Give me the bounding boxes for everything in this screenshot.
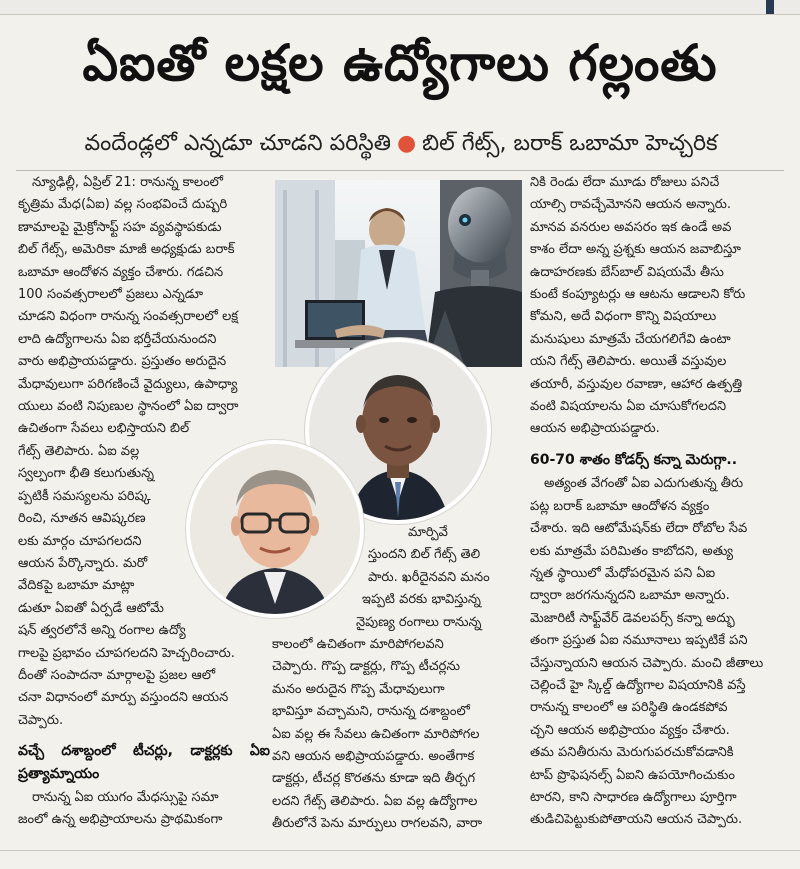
section-subheading: వచ్చే దశాబ్దంలో టీచర్లు, డాక్టర్లకు ఏఐ ప్రత్యామ్నాయం (18, 743, 270, 782)
text-line: రానున్న కాలంలో ఆ పరిస్థితి ఉండకపోవ (530, 700, 728, 716)
text-line: యాల్సి రావచ్చేమోనని ఆయన అన్నారు. (530, 197, 732, 213)
text-line: చనా విధానంలో మార్పు వస్తుందని ఆయన (18, 690, 229, 706)
text-line: మానవ వనరుల అవసరం ఇక ఉండే అవ (530, 219, 732, 235)
text-line: నికి రెండు లేదా మూడు రోజులు పనిచే (530, 175, 720, 190)
text-line: చెల్లించే హై స్కిల్డ్ ఉద్యోగాల విషయానికి వస్తే (530, 677, 746, 693)
text-line: న్యూఢిల్లీ, ఏప్రిల్ 21: రానున్న కాలంలో (32, 175, 224, 190)
text-line: తమ పనితీరును మెరుగుపరచుకోవడానికి (530, 745, 734, 761)
text-line: టారని, కాని సాధారణ ఉద్యోగాలు పూర్తిగా (530, 789, 737, 805)
article-column-1 (18, 172, 270, 832)
text-line: లాది ఉద్యోగాలను ఏఐ భర్తీచేయనుందని (18, 331, 217, 347)
text-line: తంగా ప్రస్తుత ఏఐ నమూనాలు ఇప్పటికే పని (530, 633, 748, 649)
article-column-2 (272, 522, 524, 836)
text-line: చ్చని ఆయన అభిప్రాయం వ్యక్తం చేశారు. (530, 722, 730, 738)
text-line: లకు మాత్రమే పరిమితం కాబోదని, అత్యు (530, 543, 734, 559)
text-line: వేదికపై ఒబామా మాట్లా (18, 578, 135, 594)
text-line: యని గేట్స్ తెలిపారు. అయితే వస్తువుల (530, 354, 727, 370)
bullet-dot-icon: ● (396, 131, 417, 156)
text-line: గేట్స్ తెలిపారు. ఏఐ వల్ల (18, 443, 140, 459)
subheadline-part2: బిల్ గేట్స్, బరాక్ ఒబామా హెచ్చరిక (422, 131, 718, 156)
text-line: కోమని, అదే విధంగా కొన్ని విషయాలు (530, 309, 717, 325)
text-line: తుడిచిపెట్టుకుపోతాయని ఆయన చెప్పారు. (530, 812, 743, 828)
text-line: స్తుందని బిల్ గేట్స్ తెలి (368, 547, 481, 563)
text-line: ఒబామా ఆందోళన వ్యక్తం చేశారు. గడచిన (18, 264, 224, 280)
text-line: బిల్ గేట్స్, అమెరికా మాజీ అధ్యక్షుడు బరాక్ (18, 242, 235, 258)
text-line: కృత్రిమ మేధ(ఏఐ) వల్ల సంభవించే దుష్పరి (18, 197, 228, 213)
text-line: గాలపై ప్రభావం చూపగలదని హెచ్చరించారు. (18, 645, 235, 661)
text-line: టాప్ ప్రొఫెషనల్స్ ఏఐని ఉపయోగించుకుం (530, 767, 735, 783)
text-line: షన్ త్వరలోనే అన్ని రంగాల ఉద్యో (18, 623, 186, 639)
section-subheading: 60-70 శాతం కోడర్స్ కన్నా మెరుగ్గా.. (530, 451, 738, 468)
text-line: వంటి విషయాలను ఏఐ చూసుకోగలదని (530, 399, 727, 415)
text-line: నైపుణ్య రంగాలు రానున్న (356, 614, 482, 630)
text-line: కాశం లేదా అన్న ప్రశ్నకు ఆయన జవాబిస్తూ (530, 242, 741, 258)
text-line: మెజారిటీ సాఫ్ట్‌వేర్ డెవలపర్స్ కన్నా అద్భు (530, 610, 735, 626)
text-line: యులు వంటి నిపుణుల స్థానంలో ఏఐ ద్వారా (18, 399, 239, 415)
text-line: కాలంలో ఉచితంగా మారిపోగలవని (272, 637, 444, 653)
text-line: ప్పటికీ సమస్యలను పరిష్క (18, 488, 151, 504)
text-line: చేశారు. ఇది ఆటోమేషన్‌కు లేదా రోబోల సేవ (530, 521, 748, 537)
text-line: కుంటే కంప్యూటర్లు ఆ ఆటను ఆడాలని కోరు (530, 287, 746, 303)
text-line: ఉదాహరణకు బేస్‌బాల్ విషయమే తీసు (530, 264, 724, 280)
header-divider (16, 170, 784, 171)
text-line: పట్ల బరాక్ ఒబామా ఆందోళన వ్యక్తం (530, 498, 710, 514)
page-edge-marker (766, 0, 774, 14)
text-line: భావిస్తూ వచ్చామని, రానున్న దశాబ్దంలో (272, 704, 470, 720)
text-line: ణామాలపై మైక్రోసాఫ్ట్ సహ వ్యవస్థాపకుడు (18, 219, 222, 235)
text-line: మార్పివే (408, 525, 448, 540)
text-line: డాక్టర్లు, టీచర్ల కొరతను కూడా ఇది తీర్చగ (272, 771, 476, 787)
text-line: మనం అరుదైన గొప్ప మేధావులుగా (272, 681, 445, 697)
headline: ఏఐతో లక్షల ఉద్యోగాలు గల్లంతు (82, 34, 718, 92)
article-column-3 (530, 172, 774, 832)
text-line: అత్యంత వేగంతో ఏఐ ఎదుగుతున్న తీరు (544, 476, 744, 492)
text-line: చెప్పారు. (18, 712, 64, 728)
text-line: ఉచితంగా సేవలు లభిస్తాయని బిల్ (18, 421, 190, 437)
text-line: న్నత స్థాయిలో మేధోపరమైన పని ఏఐ (530, 565, 716, 581)
text-line: లదని గేట్స్ తెలిపారు. ఏఐ వల్ల ఉద్యోగాల (272, 793, 478, 809)
bottom-divider (0, 850, 800, 851)
page-top-strip (0, 0, 800, 15)
text-line: రించి, నూతన ఆవిష్కరణ (18, 511, 146, 527)
text-line: ఆయన పేర్కొన్నారు. మరో (18, 555, 148, 571)
text-line: తీరులోనే పెను మార్పులు రాగలవని, వారా (272, 816, 483, 832)
text-line: ఇప్పటి వరకు భావిస్తున్న (362, 592, 481, 608)
text-line: జంలో ఉన్న అభిప్రాయాలను ప్రాథమికంగా (18, 812, 223, 828)
text-line: తయారీ, వస్తువుల రవాణా, ఆహార ఉత్పత్తి (530, 376, 743, 392)
subheadline (16, 124, 786, 164)
subheadline-part1: వందేండ్లలో ఎన్నడూ చూడని పరిస్థితి (84, 131, 391, 156)
text-line: డుతూ ఏఐతో ఏర్పడే ఆటోమే (18, 600, 164, 616)
text-line: 100 సంవత్సరాలలో ప్రజలు ఎన్నడూ (18, 287, 204, 303)
text-line: మనుషులు మాత్రమే చేయగలిగేవి ఉంటా (530, 331, 731, 347)
text-line: పారు. ఖరీదైనవని మనం (368, 569, 490, 585)
text-line: వని ఆయన అభిప్రాయపడ్డారు. అంతేగాక (272, 749, 475, 765)
text-line: ఏఐ వల్ల ఈ సేవలు ఉచితంగా మారిపోగల (272, 726, 480, 742)
text-line: చేస్తున్నాయని ఆయన చెప్పారు. మంచి జీతాలు (530, 655, 764, 671)
text-line: రానున్న ఏఐ యుగం మేధస్సుపై సమా (32, 789, 219, 805)
text-line: లకు మార్గం చూపగలదని (18, 533, 142, 549)
text-line: దీంతో సంపాదనా మార్గాలపై ప్రజల ఆలో (18, 667, 216, 683)
text-line: చెప్పారు. గొప్ప డాక్టర్లు, గొప్ప టీచర్లను (272, 659, 461, 675)
text-line: చూడని విధంగా రానున్న సంవత్సరాలలో లక్ష (18, 309, 239, 325)
text-line: ద్వారా జరగనున్నదని ఒబామా అన్నారు. (530, 588, 730, 604)
text-line: స్వల్పంగా భీతి కలుగుతున్న (18, 466, 155, 482)
text-line: ఆయన అభిప్రాయపడ్డారు. (530, 421, 660, 437)
text-line: వారు అభిప్రాయపడ్డారు. ప్రస్తుతం అరుదైన (18, 354, 227, 370)
text-line: మేధావులుగా పరిగణించే వైద్యులు, ఉపాధ్యా (18, 376, 238, 392)
